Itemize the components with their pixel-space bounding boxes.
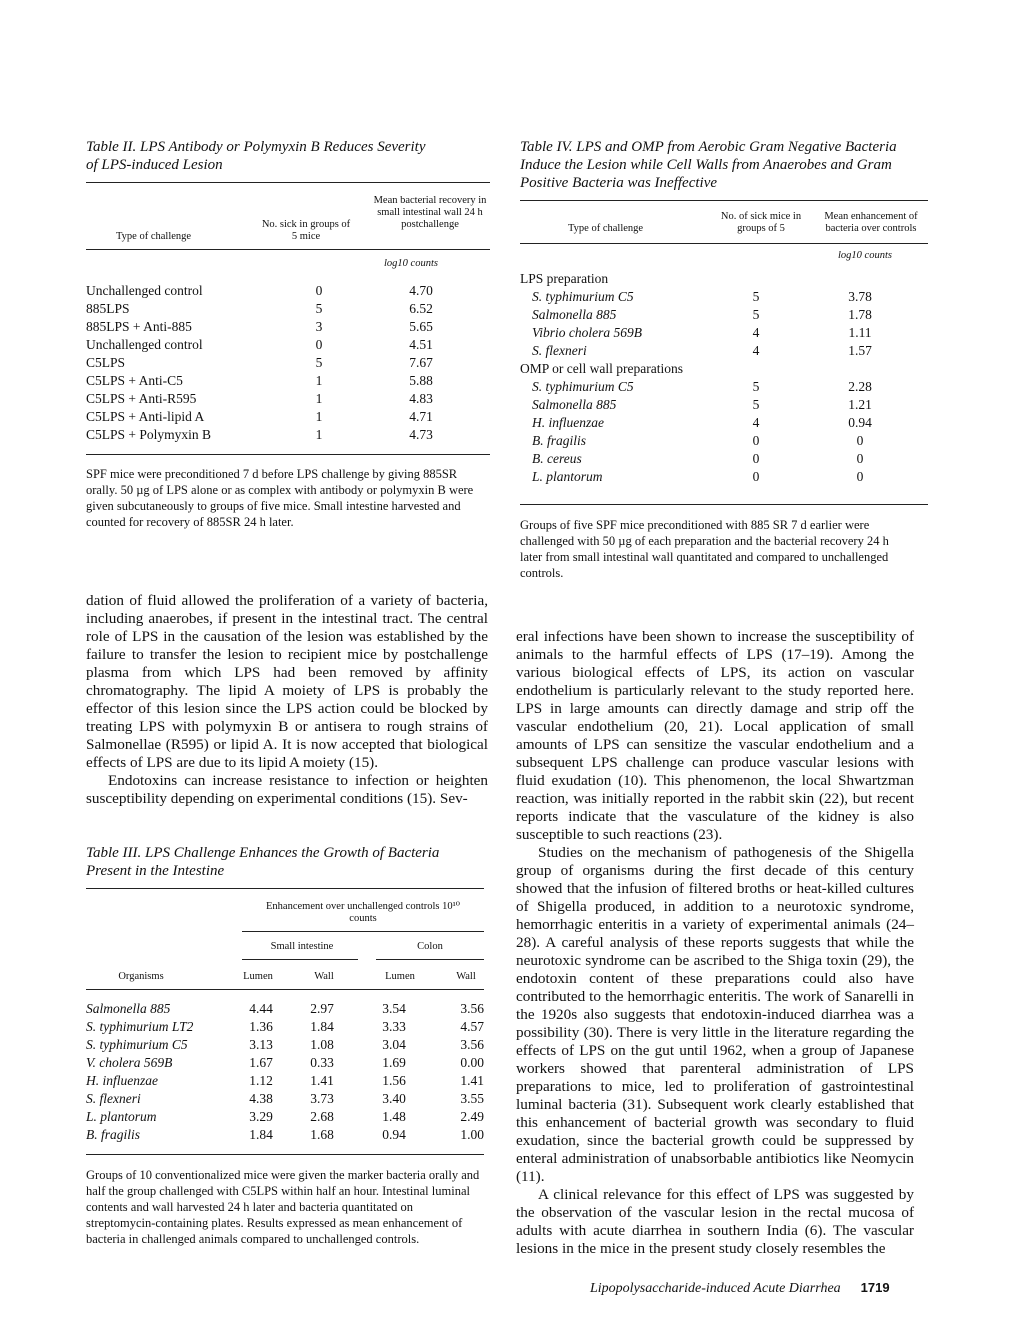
table-cell: B. fragilis [86,1127,141,1142]
table-cell: 4.83 [409,391,433,406]
table-cell: 0 [856,469,864,484]
table-ii [86,138,490,530]
table-cell: 0.00 [460,1055,484,1070]
table-cell: 3 [315,319,323,334]
table-row [520,396,928,414]
table-iv-note: Groups of five SPF mice preconditioned with 885 SR 7 d earlier were challenged with 50 µg of each preparation and the bacterial recovery 24 h later from small intestinal wall quantitated and compared to unchallenged controls. [520,518,889,580]
table-row [86,1054,484,1072]
table-cell: 1 [315,373,323,388]
table-cell: Vibrio cholera 569B [532,325,642,340]
table-cell: 1.84 [249,1127,273,1142]
table-cell: 1.00 [460,1127,484,1142]
table-iv-header [520,201,928,243]
table-cell: 0.94 [382,1127,406,1142]
table-iii-header [86,889,484,989]
table-cell: 1.84 [310,1019,334,1034]
table-cell: 0 [315,337,323,352]
table-row [86,1072,484,1090]
table-cell: 3.29 [249,1109,273,1124]
table-row [86,318,490,336]
table-row [86,390,490,408]
table-cell: S. typhimurium C5 [532,289,634,304]
table-cell: 4.38 [249,1091,273,1106]
table-cell: 1 [315,409,323,424]
table-cell: 3.04 [382,1037,406,1052]
paragraph: dation of fluid allowed the proliferation of a variety of bacteria, including anaerobes, if present in the intestinal tract. The central role of LPS in the causation of the lesion was established by the failure to transfer the lesion to recipient mice by postchallenge plasma from which LPS had been removed by affinity chromatography. The lipid A moiety of LPS is probably the effector of this lesion since the LPS action could be blocked by treating LPS with polymyxin B or antisera to rough strains of Salmonellae (R595) or lipid A. It is now accepted that biological effects of LPS are due to its lipid A moiety (15). [86,592,488,771]
table-cell: L. plantorum [86,1109,157,1124]
table-cell: H. influenzae [532,415,604,430]
paragraph: A clinical relevance for this effect of LPS was suggested by the observation of the vascular lesion in the rectal mucosa of adults with acute diarrhea in southern India (6). The vascular lesions in the mice in the present study closely resembles the [516,1186,914,1257]
table-cell: S. typhimurium LT2 [86,1019,194,1034]
span-header: Enhancement over unchallenged controls 10¹⁰ counts [266,901,460,924]
col-header: Wall [314,971,334,982]
table-row [86,1018,484,1036]
table-cell: 3.55 [460,1091,484,1106]
table-row [86,426,490,444]
table-cell: 1.12 [249,1073,273,1088]
table-cell: 1.57 [848,343,872,358]
table-iii-title: Table III. LPS Challenge Enhances the Growth of Bacteria Present in the Intestine [86,845,440,879]
table-cell: 1.68 [310,1127,334,1142]
table-cell: 2.28 [848,379,872,394]
table-row [86,1126,484,1144]
table-cell: 3.78 [848,289,872,304]
table-cell: 4 [752,343,760,358]
table-row [520,306,928,324]
table-cell: 5.88 [409,373,433,388]
table-cell: 6.52 [409,301,433,316]
table-cell: 1.36 [249,1019,273,1034]
table-ii-body [86,282,490,444]
table-row [86,1000,484,1018]
table-cell: 0.33 [310,1055,334,1070]
table-iii-body [86,1000,484,1144]
table-cell: 4.44 [249,1001,273,1016]
table-cell: 885LPS [86,301,130,316]
table-cell: 0.94 [848,415,872,430]
table-row [520,378,928,396]
table-cell: 1.56 [382,1073,406,1088]
table-row [520,288,928,306]
table-cell: 5.65 [409,319,433,334]
table-row [86,1036,484,1054]
table-cell: 4.51 [409,337,433,352]
table-cell: 3.40 [382,1091,406,1106]
table-cell: C5LPS + Polymyxin B [86,427,212,442]
table-cell: 3.33 [382,1019,406,1034]
paragraph: Studies on the mechanism of pathogenesis of the Shigella group of organisms during the first decade of this century showed that the infusion of filtered broths or heat-killed cultures of Shigella produced, in addition to a neurotoxic syndrome, hemorrhagic enteritis in a variety of experimental animals (24–28). A careful analysis of these reports suggests that while the neurotoxic syndrome can be ascribed to the Shiga toxin (29), the endotoxin content of these preparations could also have contributed to the hemorrhagic enteritis. The work of Sanarelli in the 1920s also suggests that endotoxin-induced diarrhea was a possibility (30). There is very little in the literature regarding the effects of LPS on the gut until 1962, when a group of Japanese workers showed that parenteral administration of LPS preparations to mice, led to proliferation of gastrointestinal luminal bacteria (31). Subsequent work clearly established that this enhancement of bacterial growth was secondary to fluid exudation, since the bacterial growth could be suppressed by enteral administration of unabsorbable antibiotics like Neomycin (11). [516,844,914,1185]
table-cell: 1.41 [460,1073,484,1088]
running-title: Lipopolysaccharide-induced Acute Diarrhea [590,1281,841,1296]
table-cell: 1 [315,427,323,442]
table-cell: 1 [315,391,323,406]
col-header: Lumen [385,971,415,982]
table-cell: C5LPS + Anti-C5 [86,373,183,388]
units-label: log10 counts [838,250,892,261]
table-cell: 0 [752,469,760,484]
table-row [86,300,490,318]
table-cell: Salmonella 885 [532,307,617,322]
table-cell: 5 [315,355,323,370]
table-cell: 3.54 [382,1001,406,1016]
small-intestine-header: Small intestine [270,941,334,952]
table-cell: 2.68 [310,1109,334,1124]
table-cell: 0 [856,451,864,466]
table-row [520,342,928,360]
col-header: No. sick in groups of 5 mice [261,219,351,242]
table-cell: 5 [315,301,323,316]
table-cell: Salmonella 885 [532,397,617,412]
col-header: No. of sick mice in groups of 5 [720,211,802,234]
table-ii-note: SPF mice were preconditioned 7 d before LPS challenge by giving 885SR orally. 50 µg of LPS alone or as complex with antibody or polymyxin B were given subcutaneously to groups of five mice. Small intestine harvested and counted for recovery of 885SR 24 h later. [86,467,474,529]
table-cell: 2.49 [460,1109,484,1124]
table-cell: 1.48 [382,1109,406,1124]
table-cell: 4.57 [460,1019,484,1034]
table-iv-group-1 [520,288,928,360]
table-cell: 3.56 [460,1037,484,1052]
table-cell: 7.67 [409,355,433,370]
table-cell: 5 [752,379,760,394]
col-header: Lumen [243,971,273,982]
page-number: 1719 [860,1280,890,1295]
col-header: Mean bacterial recovery in small intestinal wall 24 h postchallenge [373,195,487,230]
table-cell: H. influenzae [86,1073,158,1088]
table-cell: C5LPS [86,355,126,370]
table-iii [86,844,484,1247]
table-row [86,408,490,426]
table-cell: 3.73 [310,1091,334,1106]
body-text-left [86,592,488,808]
table-cell: Unchallenged control [86,283,203,298]
table-cell: 0 [856,433,864,448]
table-cell: 4.71 [409,409,433,424]
table-row [86,282,490,300]
table-cell: 1.78 [848,307,872,322]
table-row [520,414,928,432]
table-cell: 4.70 [409,283,433,298]
table-cell: 1.69 [382,1055,406,1070]
table-row [520,432,928,450]
table-row [86,372,490,390]
body-text-right [516,628,914,1258]
table-cell: 1.21 [848,397,872,412]
table-cell: 0 [752,433,760,448]
table-cell: 4 [752,415,760,430]
table-cell: C5LPS + Anti-lipid A [86,409,205,424]
col-header: Type of challenge [568,223,644,234]
table-cell: S. flexneri [532,343,587,358]
group-label: LPS preparation [520,271,609,286]
table-cell: S. typhimurium C5 [532,379,634,394]
table-cell: 0 [752,451,760,466]
table-cell: B. cereus [532,451,582,466]
table-cell: B. fragilis [532,433,587,448]
table-cell: 4.73 [409,427,433,442]
table-cell: V. cholera 569B [86,1055,173,1070]
col-header: Wall [456,971,476,982]
table-iv-title: Table IV. LPS and OMP from Aerobic Gram Negative Bacteria Induce the Lesion while Cell Walls from Anaerobes and Gram Positive Bacteria was Ineffective [520,139,897,191]
table-cell: L. plantorum [532,469,603,484]
table-cell: 5 [752,307,760,322]
table-ii-title: Table II. LPS Antibody or Polymyxin B Reduces Severity of LPS-induced Lesion [86,139,426,173]
paragraph: eral infections have been shown to increase the susceptibility of animals to the harmful effects of LPS (17–19). Among the various biological effects of LPS, its action on vascular endothelium is particularly relevant to the study reported here. LPS in large amounts can directly damage and strip off the vascular endothelium (20, 21). Local application of small amounts of LPS can sensitize the vascular endothelium and a subsequent LPS challenge can produce vascular lesions with fluid exudation (10). This phenomenon, the local Shwartzman reaction, was initially reported in the rabbit skin (22), but recent reports indicate that the vasculature of the kidney is also susceptible to such reactions (23). [516,628,914,843]
table-cell: 1.41 [310,1073,334,1088]
table-row [86,1090,484,1108]
table-cell: 1.08 [310,1037,334,1052]
table-cell: C5LPS + Anti-R595 [86,391,197,406]
table-row [86,1108,484,1126]
table-cell: 3.56 [460,1001,484,1016]
table-ii-header [86,183,490,249]
table-cell: 0 [315,283,323,298]
table-row [86,354,490,372]
table-cell: 5 [752,397,760,412]
group-label: OMP or cell wall preparations [520,361,683,376]
table-row [520,468,928,486]
table-cell: S. typhimurium C5 [86,1037,188,1052]
table-cell: 885LPS + Anti-885 [86,319,192,334]
table-cell: 1.11 [848,325,872,340]
paragraph: Endotoxins can increase resistance to infection or heighten susceptibility depending on experimental conditions (15). Sev- [86,772,488,807]
table-cell: 5 [752,289,760,304]
table-row [520,324,928,342]
col-header: Type of challenge [116,231,192,242]
page-footer [590,1280,890,1297]
units-label: log10 counts [384,258,438,269]
table-cell: 2.97 [310,1001,334,1016]
table-cell: 3.13 [249,1037,273,1052]
table-iii-note: Groups of 10 conventionalized mice were given the marker bacteria orally and half the group challenged with C5LPS within half an hour. Intestinal luminal contents and wall harvested 24 h later and bacteria quantitated on streptomycin-containing plates. Results expressed as mean enhancement of bacteria in challenged animals compared to unchallenged controls. [86,1168,480,1246]
table-cell: 1.67 [249,1055,273,1070]
table-iv-group-2 [520,378,928,486]
table-iv [520,138,928,581]
table-row [86,336,490,354]
colon-header: Colon [417,941,443,952]
table-cell: Unchallenged control [86,337,203,352]
table-cell: 4 [752,325,760,340]
table-cell: S. flexneri [86,1091,141,1106]
table-row [520,450,928,468]
col-header: Mean enhancement of bacteria over controls [824,211,918,234]
table-cell: Salmonella 885 [86,1001,171,1016]
col-header: Organisms [118,971,164,982]
